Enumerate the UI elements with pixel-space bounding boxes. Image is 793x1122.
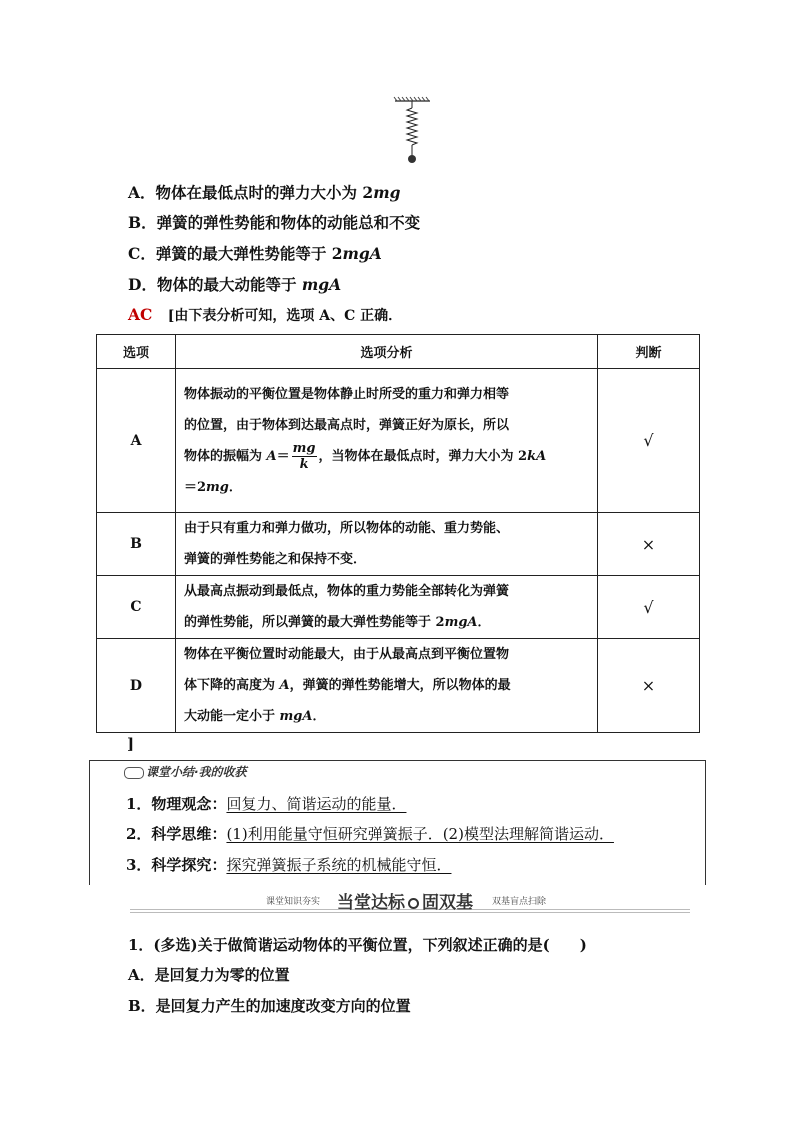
row-option: A (97, 369, 176, 513)
row-analysis (176, 576, 598, 639)
summary-item: 2．科学思维：(1)利用能量守恒研究弹簧振子．(2)模型法理解简谐运动． (126, 825, 614, 843)
option-c-var: mgA (342, 244, 382, 263)
header-option: 选项 (97, 335, 176, 369)
option-b (128, 211, 420, 233)
analysis-line: 由于只有重力和弹力做功，所以物体的动能、重力势能、 (184, 521, 510, 536)
analysis-line: ＝2mg． (184, 479, 242, 495)
fraction: $\frac{mg}{k}$ (292, 440, 316, 472)
row-analysis (176, 639, 598, 733)
summary-header: 课堂小结·我的收获 (124, 763, 247, 780)
check-mark-icon: √ (598, 369, 700, 513)
table-row (97, 576, 700, 639)
check-mark-icon: √ (598, 576, 700, 639)
question-option-a: A．是回复力为零的位置 (128, 966, 290, 984)
banner-title: 当堂达标 固双基 (337, 893, 473, 913)
option-d (128, 273, 341, 295)
analysis-table (96, 334, 700, 733)
option-d-var: mgA (301, 275, 342, 294)
row-analysis (176, 369, 598, 513)
summary-item: 1．物理观念：回复力、简谐运动的能量． (126, 795, 407, 813)
row-option: B (97, 513, 176, 576)
answer-letters: AC (128, 305, 153, 324)
cross-mark-icon: × (598, 639, 700, 733)
row-option: C (97, 576, 176, 639)
option-a-var: mg (373, 183, 401, 202)
table-header-row (97, 335, 700, 369)
analysis-line: 物体在平衡位置时动能最大，由于从最高点到平衡位置物 (184, 647, 510, 662)
analysis-line: 大动能一定小于 mgA． (184, 709, 326, 724)
cross-mark-icon: × (598, 513, 700, 576)
banner-dot-icon (408, 898, 419, 909)
header-judgement: 判断 (598, 335, 700, 369)
option-c (128, 242, 382, 264)
analysis-line: 物体的振幅为 A＝ $\frac{mg}{k}$ ，当物体在最低点时，弹力大小为 2kA (184, 440, 547, 472)
analysis-line: 的弹性势能，所以弹簧的最大弹性势能等于 2mgA． (184, 615, 491, 630)
banner-left-text: 课堂知识夯实 (266, 897, 321, 907)
analysis-line: 弹簧的弹性势能之和保持不变． (184, 552, 367, 567)
option-a-text: A．物体在最低点时的弹力大小为 2 (128, 183, 374, 202)
answer-line (128, 305, 402, 325)
header-analysis: 选项分析 (176, 335, 598, 369)
summary-badge-icon (124, 767, 144, 779)
option-b-text: B．弹簧的弹性势能和物体的动能总和不变 (128, 213, 421, 232)
analysis-line: 物体振动的平衡位置是物体静止时所受的重力和弹力相等 (184, 386, 510, 402)
closing-bracket: ] (127, 735, 135, 753)
option-c-text: C．弹簧的最大弹性势能等于 2 (128, 244, 343, 263)
option-d-text: D．物体的最大动能等于 (128, 275, 302, 294)
question-option-b: B．是回复力产生的加速度改变方向的位置 (128, 997, 411, 1015)
spring-mass-figure (390, 96, 440, 166)
option-a (128, 181, 400, 203)
table-row (97, 513, 700, 576)
row-analysis (176, 513, 598, 576)
row-option: D (97, 639, 176, 733)
analysis-line: 从最高点振动到最低点，物体的重力势能全部转化为弹簧 (184, 584, 510, 599)
table-row (97, 639, 700, 733)
banner-right-text: 双基盲点扫除 (492, 897, 547, 907)
analysis-line: 体下降的高度为 A，弹簧的弹性势能增大，所以物体的最 (184, 678, 511, 693)
answer-text: [由下表分析可知，选项 A、C 正确． (167, 308, 403, 324)
section-banner (130, 888, 690, 914)
question-stem: 1．(多选)关于做简谐运动物体的平衡位置，下列叙述正确的是( ) (128, 936, 587, 954)
table-row (97, 369, 700, 513)
summary-item: 3．科学探究：探究弹簧振子系统的机械能守恒． (126, 856, 452, 874)
analysis-line: 的位置，由于物体到达最高点时，弹簧正好为原长，所以 (184, 417, 510, 433)
summary-box (89, 760, 706, 885)
